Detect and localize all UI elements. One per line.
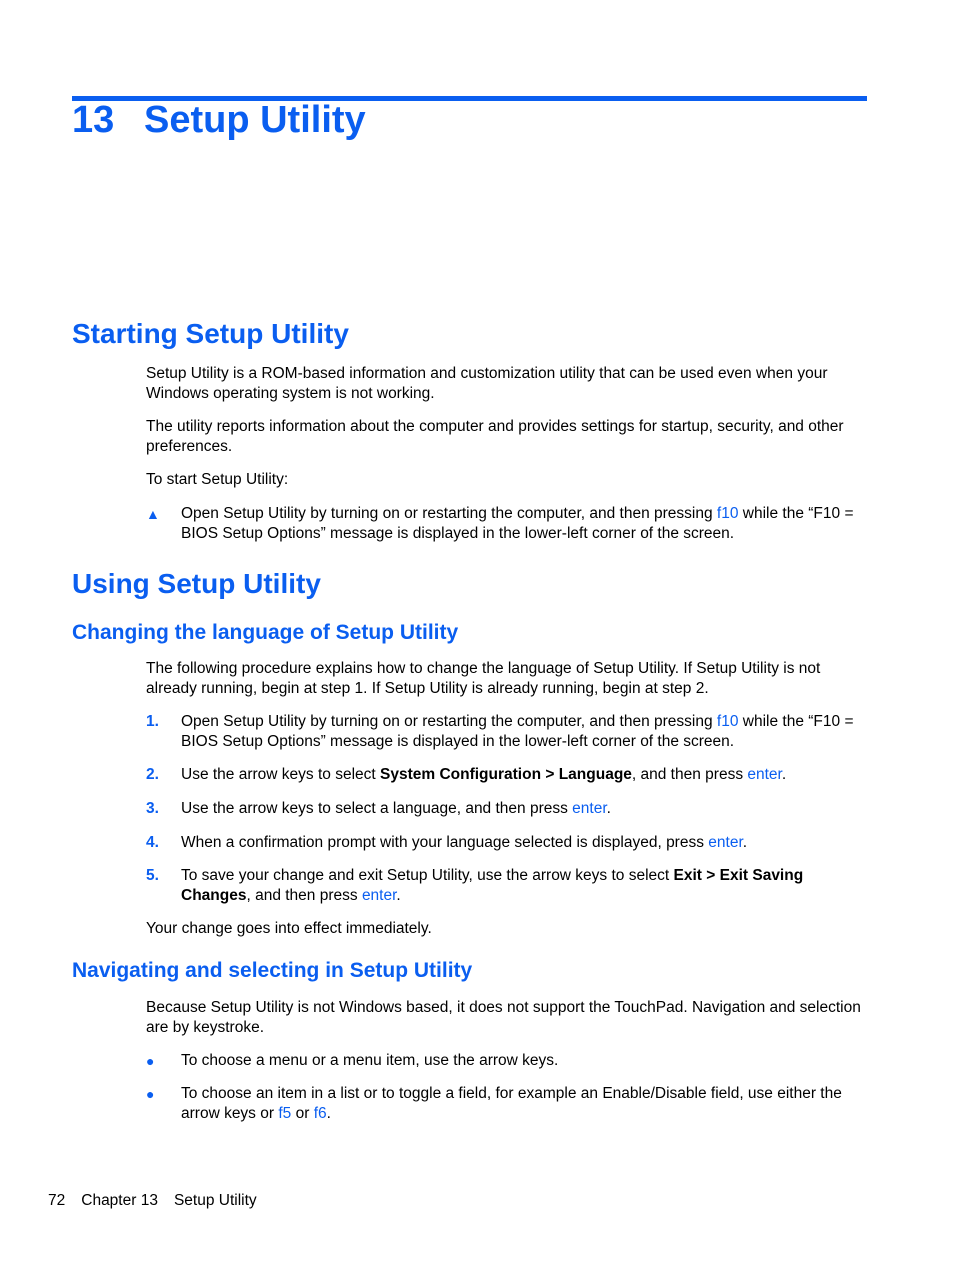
step-number: 1. — [146, 713, 159, 730]
chapter-title-text: Setup Utility — [144, 99, 366, 141]
key-enter: enter — [747, 766, 782, 783]
paragraph: To start Setup Utility: — [146, 471, 289, 488]
heading-language: Changing the language of Setup Utility — [72, 621, 459, 644]
footer-title: Setup Utility — [173, 1192, 257, 1209]
page-footer — [48, 1192, 273, 1210]
heading-navigating: Navigating and selecting in Setup Utility — [72, 959, 473, 982]
step-number: 2. — [146, 766, 159, 783]
key-enter: enter — [572, 800, 607, 817]
key-f6: f6 — [313, 1105, 327, 1122]
footer-chapter: Chapter 13 — [81, 1192, 158, 1209]
heading-using: Using Setup Utility — [72, 568, 321, 599]
chapter-number: 13 — [72, 99, 115, 141]
key-f10: f10 — [716, 505, 739, 522]
triangle-bullet-icon: ▲ — [146, 506, 160, 522]
step-number: 4. — [146, 834, 159, 851]
key-enter: enter — [361, 887, 397, 904]
key-f10: f10 — [716, 713, 739, 730]
page-number: 72 — [48, 1192, 66, 1209]
paragraph: The following procedure explains how to change the language of Setup Utility. If Setup Utility is not already running, begin at step 1. If Setup Utility is already running, begin at step 2. — [146, 660, 821, 697]
bullet-icon: ● — [146, 1053, 155, 1069]
paragraph: Your change goes into effect immediately. — [146, 920, 432, 937]
paragraph: Setup Utility is a ROM-based information and customization utility that can be used even when your Windows operating system is not working. — [146, 365, 828, 402]
key-enter: enter — [708, 834, 743, 851]
chapter-title — [72, 99, 366, 142]
paragraph: The utility reports information about the computer and provides settings for startup, security, and other preferences. — [146, 418, 844, 455]
step-number: 3. — [146, 800, 159, 817]
step-number: 5. — [146, 867, 159, 884]
paragraph: Because Setup Utility is not Windows based, it does not support the TouchPad. Navigation and selection are by keystroke. — [146, 999, 861, 1036]
heading-starting: Starting Setup Utility — [72, 318, 349, 349]
key-f5: f5 — [278, 1105, 292, 1122]
bullet-icon: ● — [146, 1086, 155, 1102]
